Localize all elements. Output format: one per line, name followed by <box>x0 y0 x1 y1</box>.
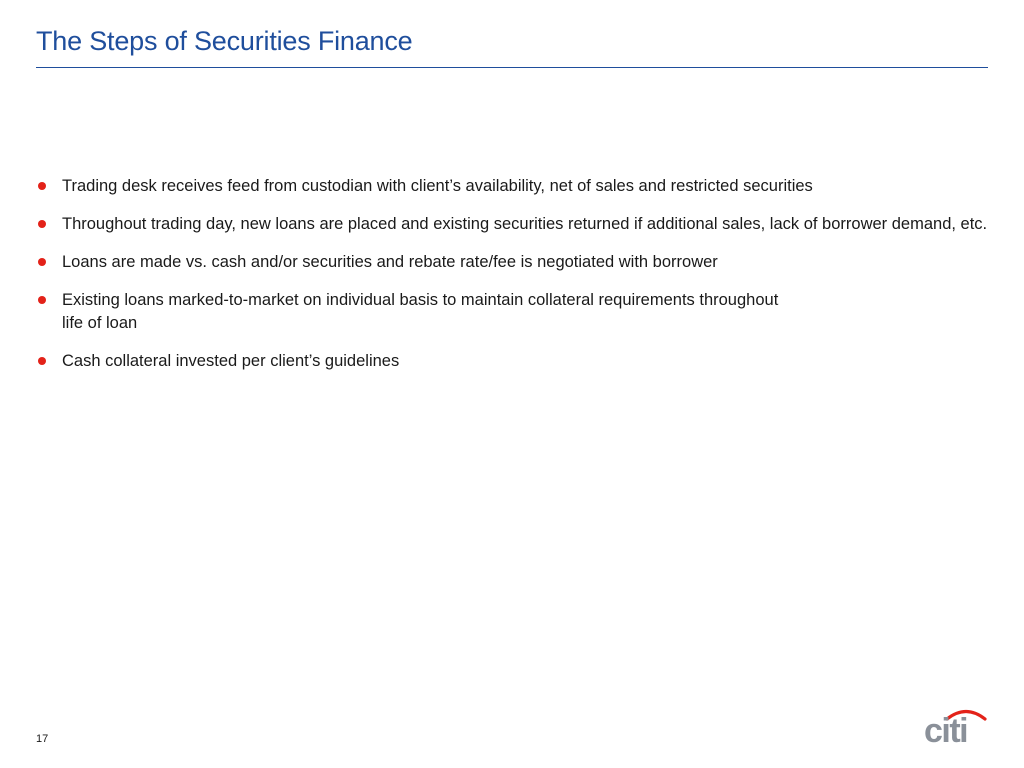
bullet-text: Trading desk receives feed from custodian with client’s availability, net of sales and restricted securities <box>62 177 813 195</box>
title-divider <box>36 67 988 68</box>
bullet-item <box>36 350 988 373</box>
bullet-text: Throughout trading day, new loans are placed and existing securities returned if additional sales, lack of borrower demand, etc. <box>62 215 988 233</box>
bullet-text: Existing loans marked-to-market on individual basis to maintain collateral requirements throughout <box>62 291 779 309</box>
red-dot-bullet-icon <box>38 220 46 228</box>
bullet-text: Cash collateral invested per client’s guidelines <box>62 352 400 370</box>
bullet-item <box>36 175 988 198</box>
bullet-item <box>36 251 988 274</box>
bullet-text: Loans are made vs. cash and/or securities and rebate rate/fee is negotiated with borrower <box>62 253 718 271</box>
bullet-list <box>36 175 988 388</box>
red-dot-bullet-icon <box>38 296 46 304</box>
bullet-text-continuation: life of loan <box>62 314 138 332</box>
red-dot-bullet-icon <box>38 357 46 365</box>
citi-logo-icon <box>922 702 988 746</box>
slide-title: The Steps of Securities Finance <box>36 26 413 56</box>
red-dot-bullet-icon <box>38 182 46 190</box>
logo-text: citi <box>924 712 968 746</box>
bullet-item <box>36 213 988 236</box>
bullet-item <box>36 289 988 335</box>
page-number: 17 <box>36 733 49 745</box>
red-dot-bullet-icon <box>38 258 46 266</box>
